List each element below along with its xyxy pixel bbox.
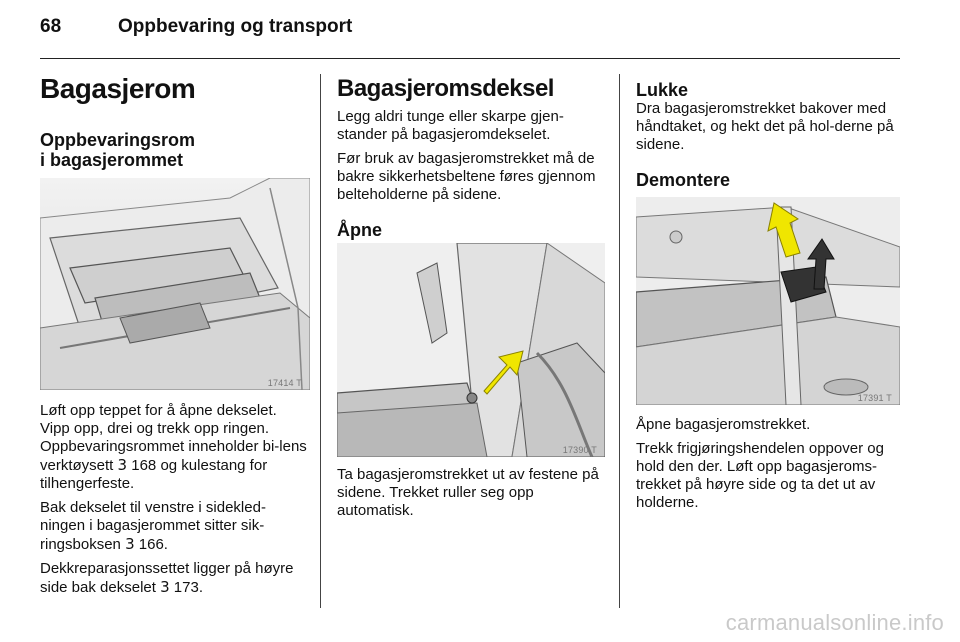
subheading-open: Åpne	[337, 220, 382, 240]
subheading-line-2: i bagasjerommet	[40, 150, 184, 170]
figure-code: 17391 T	[857, 393, 892, 403]
paragraph-warning: Legg aldri tunge eller skarpe gjen-stander på bagasjeromdekselet.	[337, 108, 564, 143]
subheading	[40, 130, 310, 170]
ref-arrow: 3	[160, 578, 170, 596]
cover-latch-drawing	[337, 243, 605, 457]
middle-column	[337, 72, 607, 240]
paragraph-3	[40, 560, 310, 597]
paragraph-2-text: Bak dekselet til venstre i sidekled-ningen i bagasjerommet sitter sik-ringsboksen	[40, 499, 266, 553]
subheading-line-1: Oppbevaringsrom	[40, 130, 196, 150]
paragraph-open-instructions: Ta bagasjeromstrekket ut av festene på sidene. Trekket ruller seg opp automatisk.	[337, 466, 599, 519]
paragraph-1-text-end: og kulestang for tilhengerfeste.	[40, 457, 268, 492]
subheading-remove: Demontere	[636, 170, 731, 190]
paragraph-open-cover: Åpne bagasjeromstrekket.	[636, 416, 811, 433]
header-rule	[40, 58, 900, 59]
paragraph-belts: Før bruk av bagasjeromstrekket må de bakre sikkerhetsbeltene føres gjennom belteholderne på sidene.	[337, 150, 596, 203]
left-column	[40, 72, 310, 170]
page-ref-168[interactable]: 168	[131, 457, 157, 474]
right-column-body	[636, 416, 904, 512]
page-title: Oppbevaring og transport	[118, 16, 353, 37]
column-divider-1	[320, 74, 321, 608]
ref-arrow: 3	[117, 456, 128, 474]
subheading-close: Lukke	[636, 80, 689, 100]
cover-open-illustration	[337, 243, 605, 457]
page-ref-166[interactable]: 166.	[138, 536, 168, 553]
site-watermark: carmanualsonline.info	[725, 610, 944, 635]
ref-arrow: 3	[125, 535, 135, 553]
paragraph-2	[40, 499, 310, 554]
cover-remove-illustration	[636, 197, 900, 405]
middle-column-body	[337, 466, 607, 520]
page-ref-173[interactable]: 173.	[173, 579, 203, 596]
figure-code: 17390 T	[562, 445, 597, 455]
left-column-body	[40, 402, 310, 597]
column-divider-2	[619, 74, 620, 608]
figure-code: 17414 T	[267, 378, 302, 388]
paragraph-1	[40, 402, 310, 493]
page-number: 68	[40, 16, 62, 37]
right-column	[636, 80, 906, 190]
trunk-floor-drawing	[40, 178, 310, 390]
paragraph-close: Dra bagasjeromstrekket bakover med håndtaket, og hekt det på hol-derne på sidene.	[636, 100, 894, 153]
paragraph-1-text: Løft opp teppet for å åpne dekselet. Vipp opp, drei og trekk opp ringen. Oppbevaringsrommet inneholder bi-lens verktøysett	[40, 402, 307, 474]
cover-remove-drawing	[636, 197, 900, 405]
section-heading: Bagasjerom	[40, 73, 196, 104]
paragraph-3-text: Dekkreparasjonssettet ligger på høyre side bak dekselet	[40, 560, 294, 596]
section-heading-cover: Bagasjeromsdeksel	[337, 75, 554, 102]
paragraph-remove-instructions: Trekk frigjøringshendelen oppover og hold den der. Løft opp bagasjeroms-trekket på høyre side og ta det ut av holderne.	[636, 440, 884, 511]
trunk-storage-illustration	[40, 178, 310, 390]
